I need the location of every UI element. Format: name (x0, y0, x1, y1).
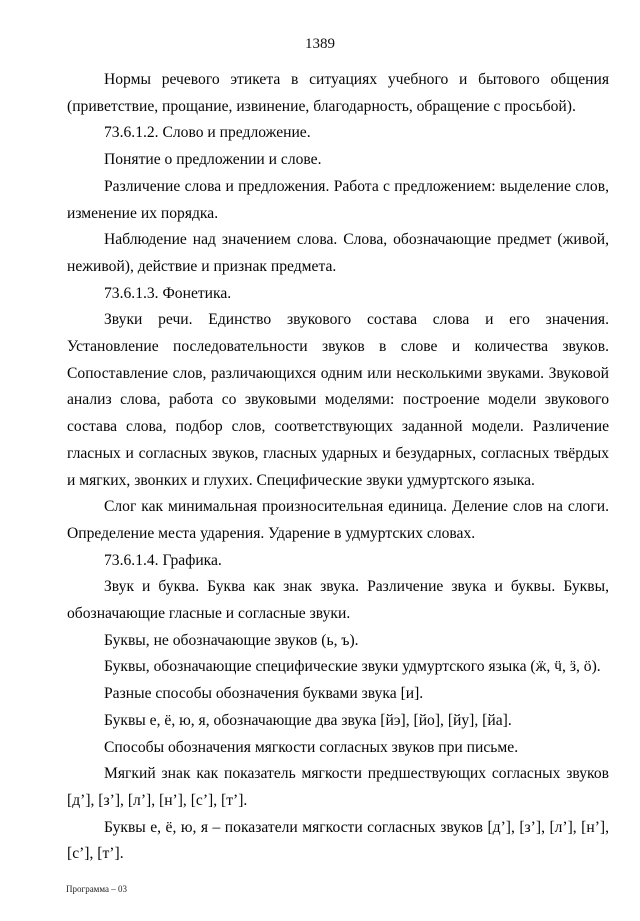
paragraph: Мягкий знак как показатель мягкости предшествующих согласных звуков [д’], [з’], [л’], [н’], [с’], [т’]. (67, 765, 609, 809)
page-number: 1389 (305, 36, 335, 52)
paragraph: Различение слова и предложения. Работа с предложением: выделение слов, изменение их порядка. (67, 177, 609, 222)
section-heading-word-sentence: 73.6.1.2. Слово и предложение. (104, 124, 311, 142)
paragraph: Звуки речи. Единство звукового состава слова и его значения. Установление последовательности звуков в слове и количества звуков. Сопоставление слов, различающихся одним или несколькими звуками. Звуковой анализ слова, работа со звуковыми моделями: построение модели звукового состава слова, подбор слов, соответствующих заданной модели. Различение гласных и согласных звуков, гласных ударных и безударных, согласных твёрдых и мягких, звонких и глухих. Специфические звуки удмуртского языка. (67, 311, 609, 489)
paragraph: Буквы е, ё, ю, я – показатели мягкости согласных звуков [д’], [з’], [л’], [н’], [с’], [т’]. (67, 818, 609, 863)
paragraph: Способы обозначения мягкости согласных звуков при письме. (104, 738, 519, 756)
paragraph-speech-etiquette: Нормы речевого этикета в ситуациях учебного и бытового общения (приветствие, прощание, извинение, благодарность, обращение с просьбой). (67, 71, 609, 115)
paragraph: Понятие о предложении и слове. (104, 151, 322, 169)
paragraph: Разные способы обозначения буквами звука [и]. (104, 685, 424, 703)
paragraph: Слог как минимальная произносительная единица. Деление слов на слоги. Определение места ударения. Ударение в удмуртских словах. (67, 498, 609, 542)
footer-program-label: Программа – 03 (66, 884, 128, 894)
section-heading-graphics: 73.6.1.4. Графика. (104, 551, 222, 569)
paragraph: Буквы, обозначающие специфические звуки удмуртского языка (ӝ, ӵ, ӟ, ӧ). (104, 658, 601, 676)
paragraph: Буквы, не обозначающие звуков (ь, ъ). (104, 631, 359, 649)
paragraph: Буквы е, ё, ю, я, обозначающие два звука [йэ], [йо], [йу], [йа]. (104, 711, 512, 729)
paragraph: Звук и буква. Буква как знак звука. Различение звука и буквы. Буквы, обозначающие гласные и согласные звуки. (67, 578, 609, 623)
section-heading-phonetics: 73.6.1.3. Фонетика. (104, 284, 232, 302)
paragraph: Наблюдение над значением слова. Слова, обозначающие предмет (живой, неживой), действие и признак предмета. (67, 231, 609, 275)
document-body (67, 67, 609, 868)
